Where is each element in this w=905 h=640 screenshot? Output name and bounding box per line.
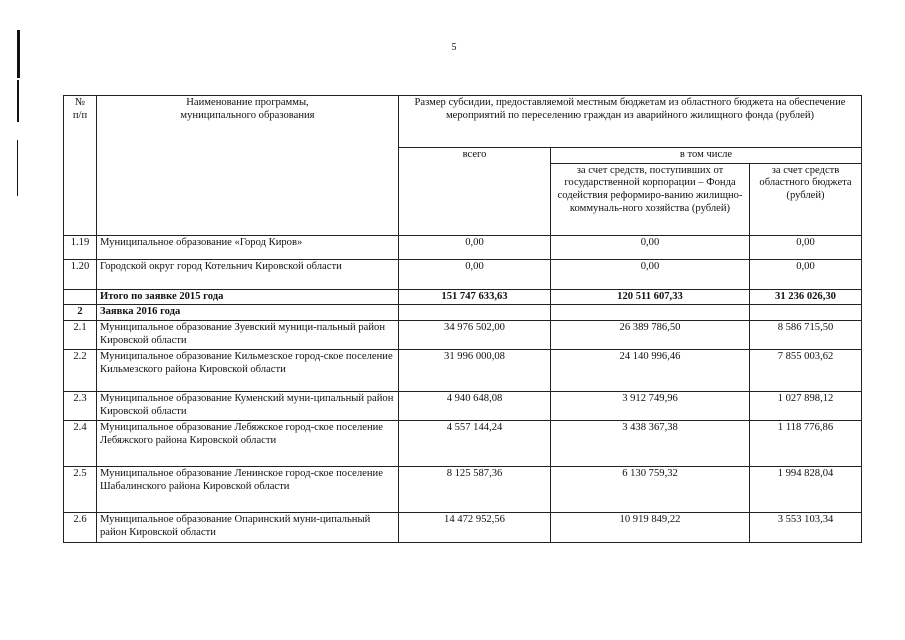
row-num: 2.6 <box>64 513 97 543</box>
row-num: 1.19 <box>64 235 97 259</box>
row-fund: 0,00 <box>551 235 750 259</box>
row-name: Муниципальное образование Зуевский муници-пальный район Кировской области <box>97 321 399 350</box>
scan-margin-mark <box>17 140 18 196</box>
subsidy-table <box>63 95 862 543</box>
row-name: Муниципальное образование Опаринский муни-ципальный район Кировской области <box>97 513 399 543</box>
section-row-2016 <box>64 305 862 321</box>
total-fund: 120 511 607,33 <box>551 289 750 305</box>
row-num: 2.4 <box>64 421 97 467</box>
row-num: 2.3 <box>64 392 97 421</box>
header-including: в том числе <box>551 148 862 164</box>
row-regional: 1 994 828,04 <box>750 467 862 513</box>
row-total: 14 472 952,56 <box>399 513 551 543</box>
row-total: 34 976 502,00 <box>399 321 551 350</box>
row-total: 4 940 648,08 <box>399 392 551 421</box>
row-name: Муниципальное образование «Город Киров» <box>97 235 399 259</box>
row-regional: 0,00 <box>750 259 862 289</box>
section-empty <box>399 305 551 321</box>
row-total: 4 557 144,24 <box>399 421 551 467</box>
scan-margin-mark <box>17 80 19 122</box>
section-num: 2 <box>64 305 97 321</box>
row-fund: 3 912 749,96 <box>551 392 750 421</box>
table-row <box>64 235 862 259</box>
header-amount: Размер субсидии, предоставляемой местным бюджетам из областного бюджета на обеспечение мероприятий по переселению граждан из аварийного жилищного фонда (рублей) <box>399 96 862 148</box>
section-empty <box>750 305 862 321</box>
row-name: Городской округ город Котельнич Кировской области <box>97 259 399 289</box>
row-fund: 6 130 759,32 <box>551 467 750 513</box>
row-name: Муниципальное образование Ленинское город-ское поселение Шабалинского района Кировской области <box>97 467 399 513</box>
table-row <box>64 392 862 421</box>
total-row-2015 <box>64 289 862 305</box>
table-row <box>64 421 862 467</box>
row-num: 2.5 <box>64 467 97 513</box>
table-row <box>64 259 862 289</box>
header-regional: за счет средств областного бюджета (рублей) <box>750 163 862 235</box>
row-name: Муниципальное образование Кильмезское город-ское поселение Кильмезского района Кировской области <box>97 350 399 392</box>
row-name: Муниципальное образование Лебяжское город-ское поселение Лебяжского района Кировской области <box>97 421 399 467</box>
row-fund: 3 438 367,38 <box>551 421 750 467</box>
row-total: 31 996 000,08 <box>399 350 551 392</box>
row-regional: 8 586 715,50 <box>750 321 862 350</box>
row-fund: 0,00 <box>551 259 750 289</box>
row-name: Муниципальное образование Куменский муни-ципальный район Кировской области <box>97 392 399 421</box>
row-num: 2.1 <box>64 321 97 350</box>
section-empty <box>551 305 750 321</box>
table-row <box>64 513 862 543</box>
row-total: 0,00 <box>399 259 551 289</box>
table-row <box>64 321 862 350</box>
header-row-main <box>64 96 862 148</box>
row-num: 1.20 <box>64 259 97 289</box>
section-label: Заявка 2016 года <box>97 305 399 321</box>
table-row <box>64 350 862 392</box>
header-num: № п/п <box>64 96 97 236</box>
row-fund: 26 389 786,50 <box>551 321 750 350</box>
row-total: 8 125 587,36 <box>399 467 551 513</box>
row-regional: 7 855 003,62 <box>750 350 862 392</box>
header-name: Наименование программы, муниципального образования <box>97 96 399 236</box>
row-fund: 24 140 996,46 <box>551 350 750 392</box>
total-label: Итого по заявке 2015 года <box>97 289 399 305</box>
scan-margin-mark <box>17 30 20 78</box>
row-regional: 1 027 898,12 <box>750 392 862 421</box>
total-total: 151 747 633,63 <box>399 289 551 305</box>
row-regional: 0,00 <box>750 235 862 259</box>
row-total: 0,00 <box>399 235 551 259</box>
row-num: 2.2 <box>64 350 97 392</box>
header-total: всего <box>399 148 551 236</box>
page-number: 5 <box>451 42 457 53</box>
total-num <box>64 289 97 305</box>
row-fund: 10 919 849,22 <box>551 513 750 543</box>
table-row <box>64 467 862 513</box>
total-regional: 31 236 026,30 <box>750 289 862 305</box>
row-regional: 3 553 103,34 <box>750 513 862 543</box>
row-regional: 1 118 776,86 <box>750 421 862 467</box>
header-fund: за счет средств, поступивших от государственной корпорации – Фонда содействия реформиро-ванию жилищно-коммуналь-ного хозяйства (рублей) <box>551 163 750 235</box>
